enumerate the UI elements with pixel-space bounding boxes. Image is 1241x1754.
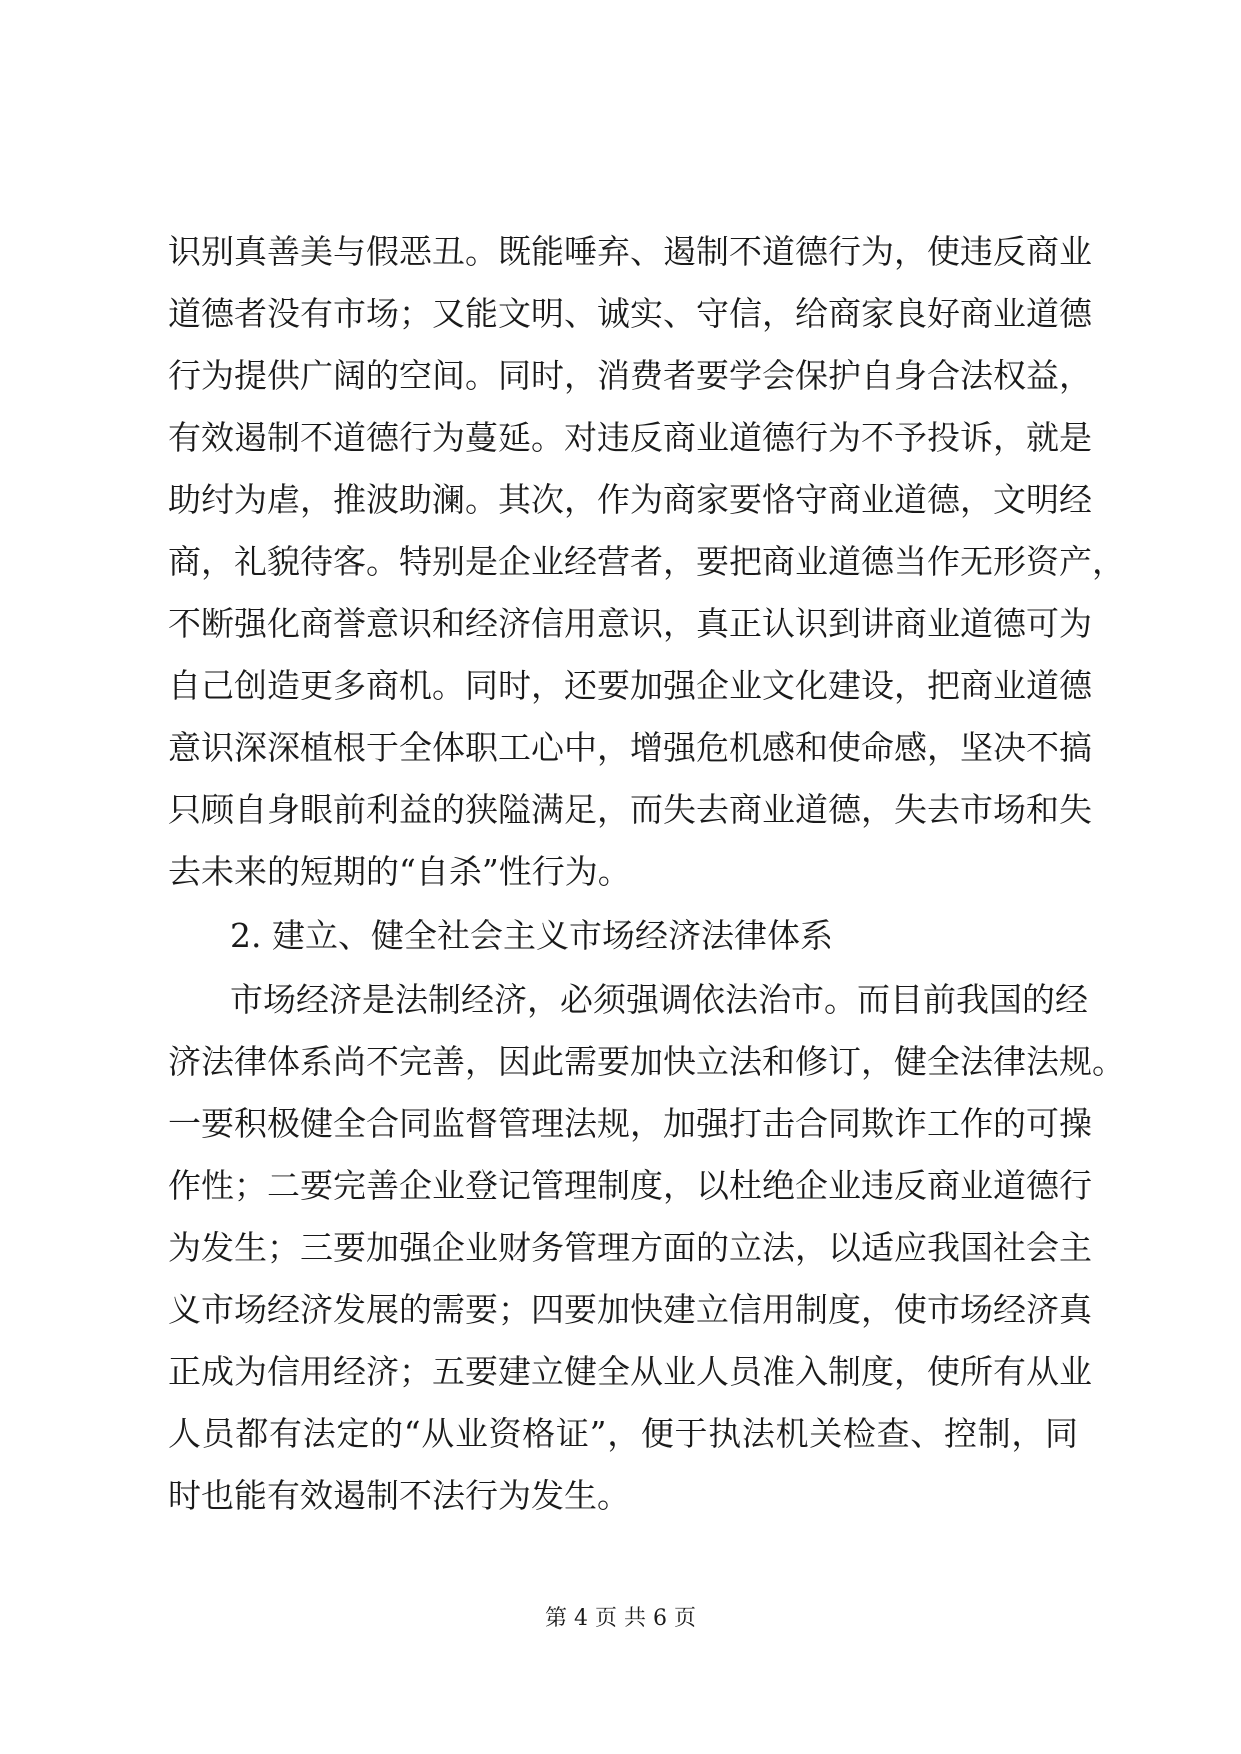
paragraph-line: 意识深深植根于全体职工心中，增强危机感和使命感，坚决不搞 <box>168 728 1092 767</box>
paragraph-line: 时也能有效遏制不法行为发生。 <box>168 1476 630 1515</box>
paragraph-line: 只顾自身眼前利益的狭隘满足，而失去商业道德，失去市场和失 <box>168 790 1092 829</box>
paragraph-line: 一要积极健全合同监督管理法规，加强打击合同欺诈工作的可操 <box>168 1104 1092 1143</box>
paragraph-line: 义市场经济发展的需要；四要加快建立信用制度，使市场经济真 <box>168 1290 1092 1329</box>
paragraph-line: 助纣为虐，推波助澜。其次，作为商家要恪守商业道德，文明经 <box>168 480 1092 519</box>
paragraph-line: 识别真善美与假恶丑。既能唾弃、遏制不道德行为，使违反商业 <box>168 232 1092 271</box>
paragraph-line: 道德者没有市场；又能文明、诚实、守信，给商家良好商业道德 <box>168 294 1092 333</box>
paragraph-line: 济法律体系尚不完善，因此需要加快立法和修订，健全法律法规。 <box>168 1042 1125 1081</box>
paragraph-line: 去未来的短期的“自杀”性行为。 <box>168 852 631 891</box>
paragraph-line: 作性；二要完善企业登记管理制度，以杜绝企业违反商业道德行 <box>168 1166 1092 1205</box>
paragraph-line: 为发生；三要加强企业财务管理方面的立法，以适应我国社会主 <box>168 1228 1092 1267</box>
paragraph-line: 商，礼貌待客。特别是企业经营者，要把商业道德当作无形资产， <box>168 542 1125 581</box>
paragraph-line: 市场经济是法制经济，必须强调依法治市。而目前我国的经 <box>230 980 1088 1019</box>
paragraph-line: 行为提供广阔的空间。同时，消费者要学会保护自身合法权益， <box>168 356 1092 395</box>
paragraph-line: 正成为信用经济；五要建立健全从业人员准入制度，使所有从业 <box>168 1352 1092 1391</box>
paragraph-line: 人员都有法定的“从业资格证”，便于执法机关检查、控制，同 <box>168 1414 1078 1453</box>
page-footer: 第 4 页 共 6 页 <box>545 1606 696 1631</box>
paragraph-line: 有效遏制不道德行为蔓延。对违反商业道德行为不予投诉，就是 <box>168 418 1092 457</box>
section-heading: 2. 建立、健全社会主义市场经济法律体系 <box>230 916 833 955</box>
paragraph-line: 不断强化商誉意识和经济信用意识，真正认识到讲商业道德可为 <box>168 604 1092 643</box>
paragraph-line: 自己创造更多商机。同时，还要加强企业文化建设，把商业道德 <box>168 666 1092 705</box>
